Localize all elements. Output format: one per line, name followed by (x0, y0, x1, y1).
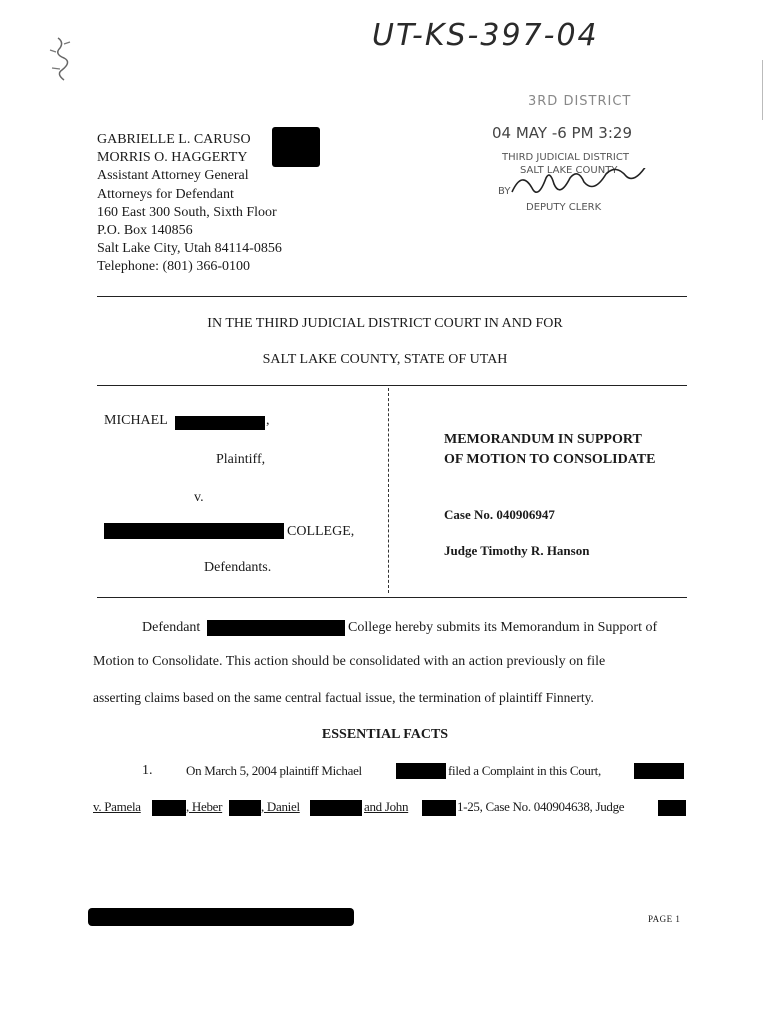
clerk-signature (508, 168, 658, 200)
attorney-name-2: MORRIS O. HAGGERTY (97, 150, 248, 166)
redaction-bar (104, 523, 284, 539)
item-1-text-a: On March 5, 2004 plaintiff Michael (186, 763, 362, 778)
attorney-block (97, 131, 282, 277)
redaction-bar (175, 416, 265, 430)
redaction-bar (272, 127, 320, 167)
stamp-line4: SALT LAKE COUNTY (520, 165, 618, 176)
attorney-role: Attorneys for Defendant (97, 186, 234, 202)
item-1-line-2-d: and John (364, 799, 409, 814)
scan-margin-line (762, 60, 763, 120)
item-1-line-2-a: v. Pamela (93, 799, 141, 814)
attorney-title: Assistant Attorney General (97, 168, 249, 184)
judge-name: Judge Timothy R. Hanson (444, 543, 590, 558)
item-1-line-2-b: , Heber (186, 799, 223, 814)
attorney-name-1: GABRIELLE L. CARUSO (97, 132, 251, 147)
item-1-line-2-e: 1-25, Case No. 040904638, Judge (457, 799, 625, 814)
plaintiff-suffix: , (266, 413, 270, 428)
rule-top (97, 296, 687, 297)
section-heading: ESSENTIAL FACTS (321, 727, 449, 742)
redaction-bar (229, 800, 261, 816)
item-1-line-2-c: , Daniel (261, 799, 300, 814)
defendant-suffix: COLLEGE, (287, 524, 355, 539)
case-number: Case No. 040906947 (444, 507, 555, 522)
paragraph-1-end: College hereby submits its Memorandum in Support of (348, 620, 658, 635)
stamp-date: 04 MAY -6 PM 3:29 (492, 124, 632, 142)
court-line-1: IN THE THIRD JUDICIAL DISTRICT COURT IN AND FOR (207, 316, 563, 331)
paragraph-1-start: Defendant (142, 620, 201, 635)
item-number: 1. (142, 763, 153, 778)
stamp-deputy-clerk: DEPUTY CLERK (526, 202, 602, 213)
redaction-bar (207, 620, 345, 636)
item-1-text-b: filed a Complaint in this Court, (448, 763, 601, 778)
redaction-bar (310, 800, 362, 816)
document-title-1: MEMORANDUM IN SUPPORT (444, 432, 642, 447)
document-title-2: OF MOTION TO CONSOLIDATE (444, 452, 656, 467)
stamp-line5: BY (498, 186, 511, 197)
attorney-telephone: Telephone: (801) 366-0100 (97, 259, 250, 275)
stamp-line1: 3RD DISTRICT (528, 94, 632, 109)
redaction-bar (634, 763, 684, 779)
attorney-address-1: 160 East 300 South, Sixth Floor (97, 204, 277, 220)
scribble-mark-icon (40, 30, 90, 90)
paragraph-1-line-3: asserting claims based on the same central factual issue, the termination of plaintiff Finnerty. (93, 690, 594, 705)
redaction-bar (88, 908, 354, 926)
redaction-bar (658, 800, 686, 816)
redaction-bar (422, 800, 456, 816)
attorney-address-3: Salt Lake City, Utah 84114-0856 (97, 241, 282, 257)
handwritten-case-number: UT-KS-397-04 (372, 18, 599, 53)
redaction-bar (152, 800, 186, 816)
versus: v. (194, 490, 204, 505)
caption-divider (388, 388, 389, 593)
rule-caption-bottom (97, 597, 687, 598)
defendant-label: Defendants. (204, 560, 272, 575)
attorney-address-2: P.O. Box 140856 (97, 223, 193, 239)
plaintiff-name: MICHAEL (104, 413, 168, 428)
rule-caption-top (97, 385, 687, 386)
paragraph-1-line-2: Motion to Consolidate. This action should be consolidated with an action previously on file (93, 654, 606, 669)
plaintiff-label: Plaintiff, (216, 452, 266, 467)
page-label: PAGE 1 (648, 914, 681, 924)
stamp-line3: THIRD JUDICIAL DISTRICT (502, 152, 629, 163)
court-line-2: SALT LAKE COUNTY, STATE OF UTAH (262, 352, 508, 367)
redaction-bar (396, 763, 446, 779)
